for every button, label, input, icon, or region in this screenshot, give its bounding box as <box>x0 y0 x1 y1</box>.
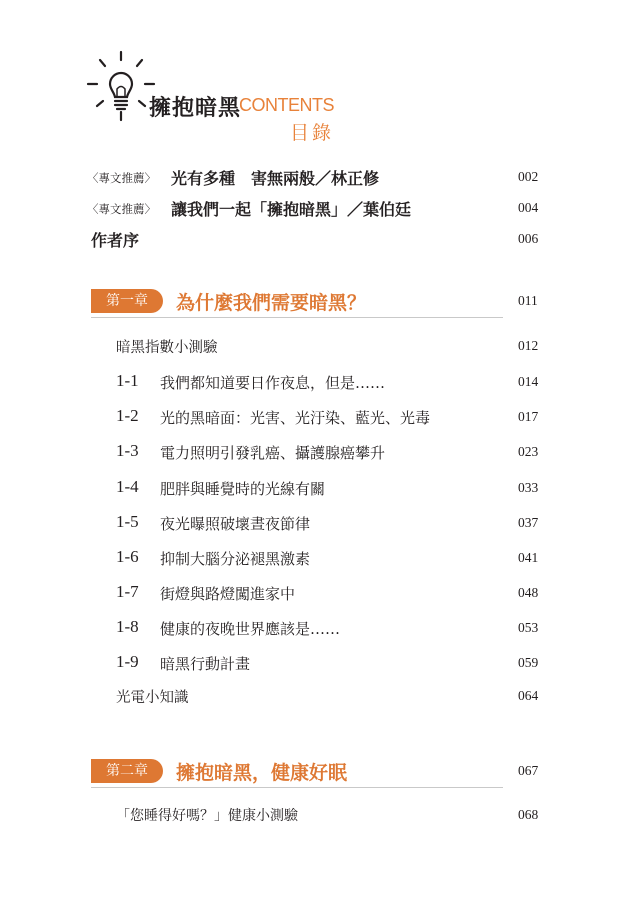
section-page: 023 <box>518 444 539 459</box>
section-page: 014 <box>518 374 539 389</box>
toc-entry-knowledge[interactable] <box>0 686 642 710</box>
entry-title: 光有多種 害無兩般／林正修 <box>171 169 380 188</box>
lightbulb-icon <box>86 50 156 122</box>
entry-tag: 〈專文推薦〉 <box>87 171 156 185</box>
entry-tag: 〈專文推薦〉 <box>87 202 156 216</box>
toc-section-1-4[interactable] <box>0 477 642 501</box>
chapter-2-heading[interactable] <box>0 758 642 786</box>
section-number: 1-1 <box>116 371 139 390</box>
toc-subtitle: 目錄 <box>290 122 335 144</box>
section-title: 肥胖與睡覺時的光線有關 <box>160 480 326 498</box>
toc-entry-preface[interactable] <box>0 228 642 252</box>
section-number: 1-6 <box>116 547 139 566</box>
chapter-page: 067 <box>518 763 539 778</box>
section-page: 017 <box>518 409 539 424</box>
toc-section-1-8[interactable] <box>0 617 642 641</box>
chapter-badge: 第一章 <box>91 289 163 313</box>
toc-section-1-2[interactable] <box>0 406 642 430</box>
chapter-badge: 第二章 <box>91 759 163 783</box>
section-title: 抑制大腦分泌褪黑激素 <box>160 550 311 568</box>
section-page: 033 <box>518 480 539 495</box>
entry-page: 004 <box>518 200 539 215</box>
toc-entry-quiz[interactable] <box>0 336 642 360</box>
section-title: 健康的夜晚世界應該是…… <box>160 620 341 638</box>
entry-title: 暗黑指數小測驗 <box>116 340 218 356</box>
toc-section-1-3[interactable] <box>0 441 642 465</box>
toc-section-1-5[interactable] <box>0 512 642 536</box>
section-title: 街燈與路燈闖進家中 <box>160 585 296 603</box>
entry-page: 002 <box>518 169 539 184</box>
section-title: 電力照明引發乳癌、攝護腺癌攀升 <box>160 444 386 462</box>
section-page: 048 <box>518 585 539 600</box>
section-page: 053 <box>518 620 539 635</box>
chapter-title: 擁抱暗黑，健康好眠 <box>176 762 348 784</box>
chapter-divider <box>91 317 503 318</box>
section-number: 1-8 <box>116 617 139 636</box>
entry-page: 012 <box>518 338 539 353</box>
entry-title: 讓我們一起「擁抱暗黑」／葉伯廷 <box>171 200 412 219</box>
section-title: 我們都知道要日作夜息，但是…… <box>160 374 386 392</box>
section-page: 059 <box>518 655 539 670</box>
entry-page: 064 <box>518 688 539 703</box>
entry-title: 作者序 <box>91 231 140 250</box>
section-number: 1-7 <box>116 582 139 601</box>
entry-title: 光電小知識 <box>116 690 189 706</box>
entry-page: 068 <box>518 807 539 822</box>
toc-entry-sleep-quiz[interactable] <box>0 805 642 829</box>
toc-entry-foreword-1[interactable] <box>0 166 642 190</box>
toc-section-1-7[interactable] <box>0 582 642 606</box>
toc-section-1-9[interactable] <box>0 652 642 676</box>
chapter-divider <box>91 787 503 788</box>
chapter-page: 011 <box>518 293 538 308</box>
entry-page: 006 <box>518 231 539 246</box>
section-title: 光的黑暗面：光害、光汙染、藍光、光毒 <box>160 409 431 427</box>
section-number: 1-5 <box>116 512 139 531</box>
toc-title-english: CONTENTS <box>239 95 334 115</box>
toc-section-1-6[interactable] <box>0 547 642 571</box>
section-title: 暗黑行動計畫 <box>160 655 251 673</box>
section-number: 1-2 <box>116 406 139 425</box>
chapter-title: 為什麼我們需要暗黑？ <box>176 292 367 314</box>
chapter-1-heading[interactable] <box>0 288 642 316</box>
section-page: 037 <box>518 515 539 530</box>
entry-title: 「您睡得好嗎？」健康小測驗 <box>116 808 298 824</box>
section-number: 1-3 <box>116 441 139 460</box>
section-number: 1-4 <box>116 477 139 496</box>
section-title: 夜光曝照破壞晝夜節律 <box>160 515 311 533</box>
section-page: 041 <box>518 550 539 565</box>
toc-entry-foreword-2[interactable] <box>0 197 642 221</box>
toc-title: 擁抱暗黑 <box>149 96 242 121</box>
toc-section-1-1[interactable] <box>0 371 642 395</box>
section-number: 1-9 <box>116 652 139 671</box>
